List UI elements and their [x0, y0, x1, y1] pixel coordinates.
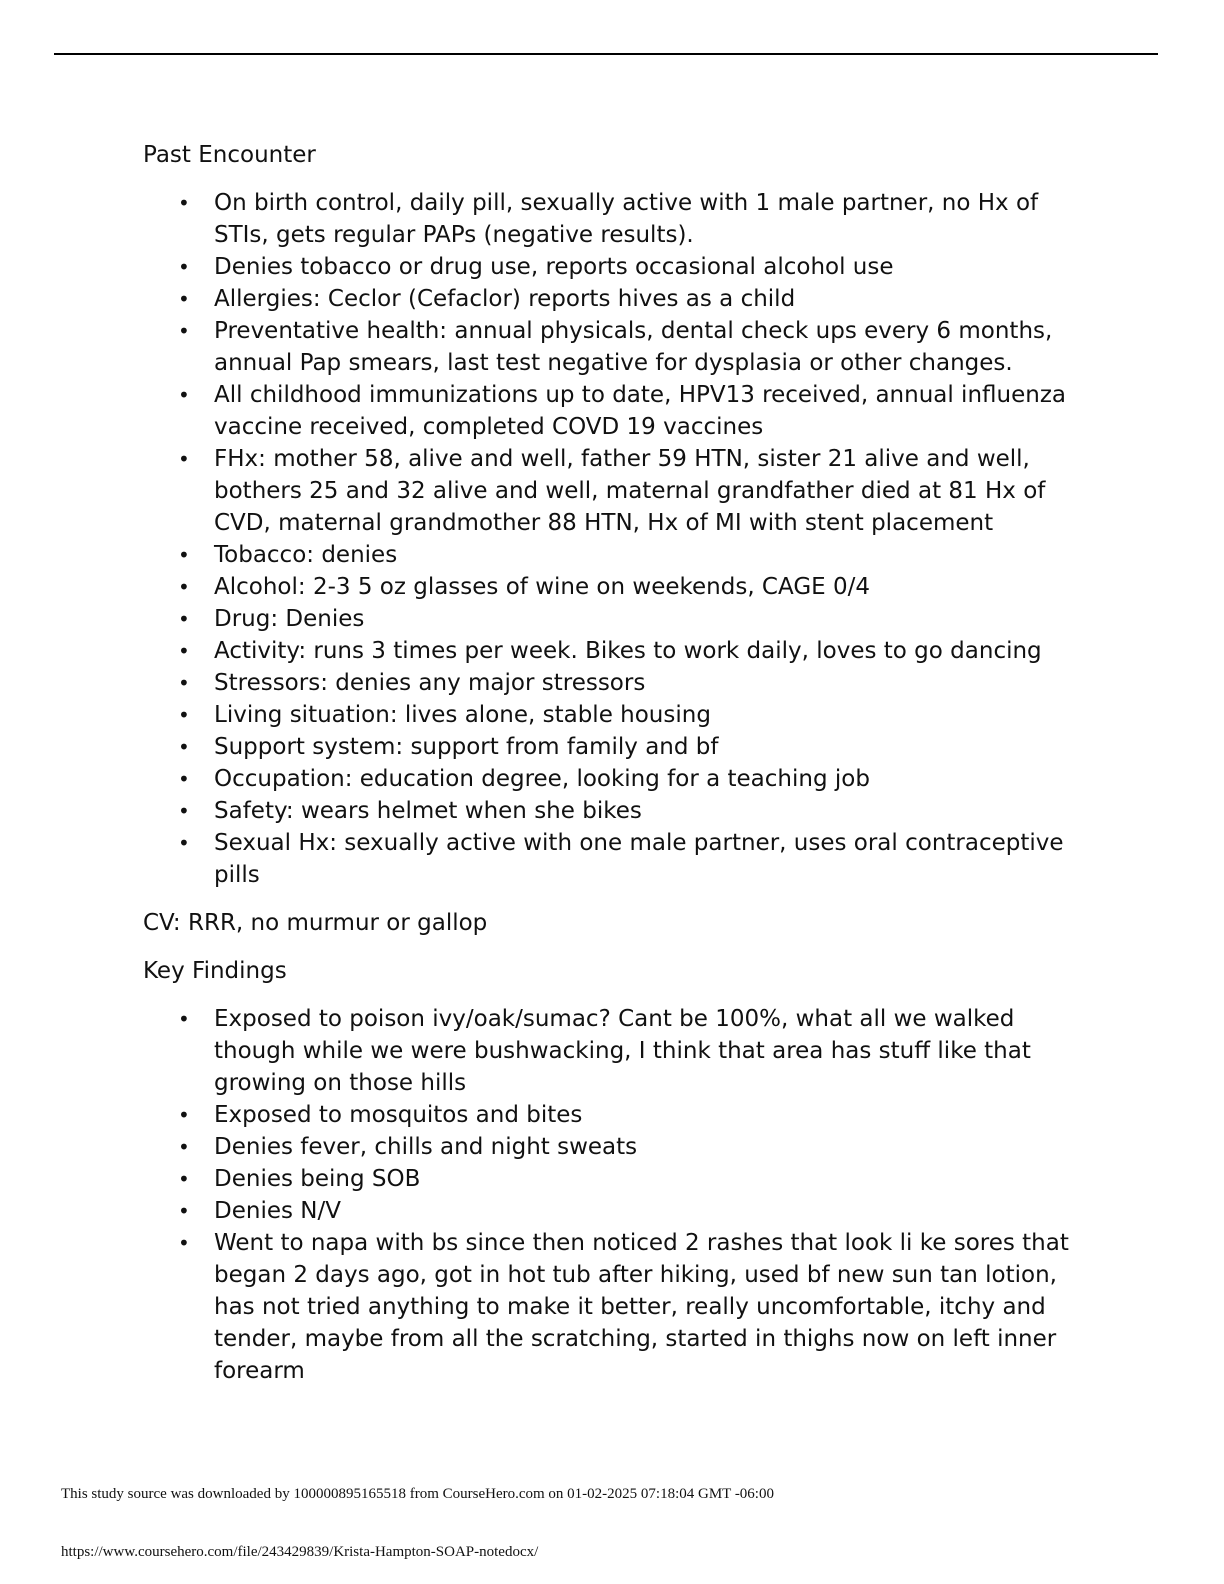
bullet-icon: • — [178, 1199, 190, 1223]
bullet-icon: • — [178, 543, 190, 567]
key-findings-list — [143, 1003, 1083, 1387]
list-item — [143, 1003, 1083, 1099]
list-item-text: Preventative health: annual physicals, dental check ups every 6 months, annual Pap smears, last test negative for dysplasia or other changes. — [214, 318, 1053, 376]
list-item-text: Living situation: lives alone, stable housing — [214, 702, 711, 728]
cv-finding: CV: RRR, no murmur or gallop — [143, 910, 488, 936]
list-item-text: Went to napa with bs since then noticed 2 rashes that look li ke sores that began 2 days ago, got in hot tub after hiking, used bf new sun tan lotion, has not tried anything to make it better, really uncomfortable, itchy and tender, maybe from all the scratching, started in thighs now on left inner forearm — [214, 1230, 1069, 1384]
list-item-text: On birth control, daily pill, sexually active with 1 male partner, no Hx of STIs, gets regular PAPs (negative results). — [214, 190, 1039, 248]
list-item — [143, 667, 1083, 699]
list-item — [143, 1099, 1083, 1131]
list-item — [143, 763, 1083, 795]
bullet-icon: • — [178, 799, 190, 823]
list-item-text: Drug: Denies — [214, 606, 365, 632]
list-item — [143, 571, 1083, 603]
bullet-icon: • — [178, 319, 190, 343]
list-item — [143, 1131, 1083, 1163]
list-item — [143, 603, 1083, 635]
list-item-text: Denies fever, chills and night sweats — [214, 1134, 638, 1160]
list-item-text: Stressors: denies any major stressors — [214, 670, 646, 696]
bullet-icon: • — [178, 575, 190, 599]
bullet-icon: • — [178, 1103, 190, 1127]
bullet-icon: • — [178, 1231, 190, 1255]
list-item — [143, 795, 1083, 827]
list-item — [143, 635, 1083, 667]
list-item — [143, 443, 1083, 539]
list-item — [143, 1163, 1083, 1195]
list-item — [143, 315, 1083, 379]
bullet-icon: • — [178, 447, 190, 471]
past-encounter-list — [143, 187, 1083, 891]
bullet-icon: • — [178, 1167, 190, 1191]
list-item-text: All childhood immunizations up to date, HPV13 received, annual influenza vaccine received, completed COVD 19 vaccines — [214, 382, 1066, 440]
download-notice: This study source was downloaded by 100000895165518 from CourseHero.com on 01-02-2025 07:18:04 GMT -06:00 — [61, 1486, 774, 1502]
list-item — [143, 539, 1083, 571]
list-item — [143, 699, 1083, 731]
list-item — [143, 379, 1083, 443]
bullet-icon: • — [178, 767, 190, 791]
list-item — [143, 1195, 1083, 1227]
list-item-text: Denies being SOB — [214, 1166, 421, 1192]
list-item — [143, 251, 1083, 283]
section-heading-past-encounter: Past Encounter — [143, 142, 316, 168]
bullet-icon: • — [178, 255, 190, 279]
list-item-text: Tobacco: denies — [214, 542, 398, 568]
list-item-text: Support system: support from family and bf — [214, 734, 719, 760]
list-item-text: Activity: runs 3 times per week. Bikes to work daily, loves to go dancing — [214, 638, 1042, 664]
bullet-icon: • — [178, 1135, 190, 1159]
list-item — [143, 283, 1083, 315]
source-url-link[interactable]: https://www.coursehero.com/file/243429839/Krista-Hampton-SOAP-notedocx/ — [61, 1544, 539, 1560]
document-body — [143, 139, 1083, 1403]
bullet-icon: • — [178, 671, 190, 695]
bullet-icon: • — [178, 191, 190, 215]
list-item-text: Allergies: Ceclor (Cefaclor) reports hives as a child — [214, 286, 796, 312]
section-heading-key-findings: Key Findings — [143, 958, 287, 984]
bullet-icon: • — [178, 703, 190, 727]
bullet-icon: • — [178, 287, 190, 311]
bullet-icon: • — [178, 735, 190, 759]
list-item-text: Denies N/V — [214, 1198, 341, 1224]
list-item-text: FHx: mother 58, alive and well, father 59 HTN, sister 21 alive and well, bothers 25 and 32 alive and well, maternal grandfather died at 81 Hx of CVD, maternal grandmother 88 HTN, Hx of MI with stent placement — [214, 446, 1046, 536]
list-item-text: Denies tobacco or drug use, reports occasional alcohol use — [214, 254, 894, 280]
list-item — [143, 1227, 1083, 1387]
list-item — [143, 731, 1083, 763]
list-item-text: Alcohol: 2-3 5 oz glasses of wine on weekends, CAGE 0/4 — [214, 574, 871, 600]
list-item-text: Safety: wears helmet when she bikes — [214, 798, 642, 824]
list-item-text: Sexual Hx: sexually active with one male partner, uses oral contraceptive pills — [214, 830, 1064, 888]
list-item-text: Occupation: education degree, looking for a teaching job — [214, 766, 870, 792]
header-rule — [54, 53, 1158, 55]
list-item — [143, 187, 1083, 251]
bullet-icon: • — [178, 1007, 190, 1031]
bullet-icon: • — [178, 831, 190, 855]
list-item — [143, 827, 1083, 891]
list-item-text: Exposed to mosquitos and bites — [214, 1102, 583, 1128]
bullet-icon: • — [178, 639, 190, 663]
bullet-icon: • — [178, 607, 190, 631]
list-item-text: Exposed to poison ivy/oak/sumac? Cant be 100%, what all we walked though while we were bushwacking, I think that area has stuff like that growing on those hills — [214, 1006, 1031, 1096]
bullet-icon: • — [178, 383, 190, 407]
